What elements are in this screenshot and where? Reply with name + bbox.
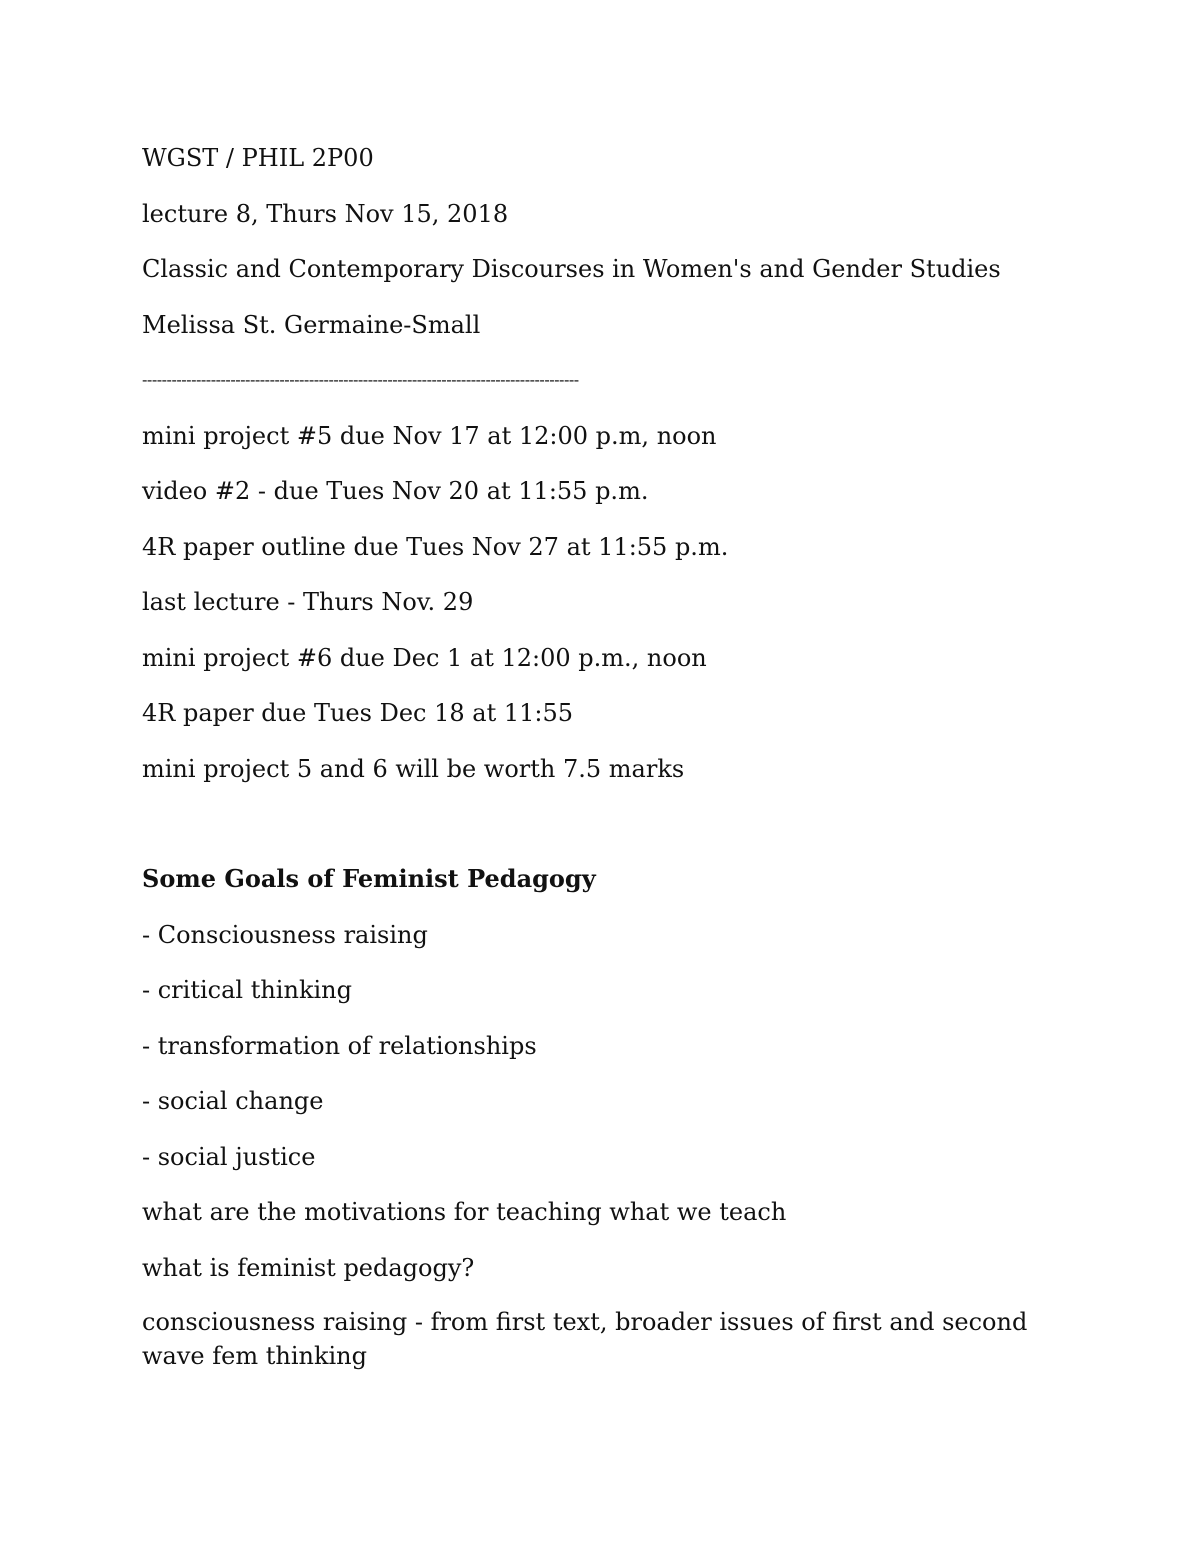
goal-item: - transformation of relationships bbox=[142, 1031, 537, 1060]
goal-item: - Consciousness raising bbox=[142, 920, 428, 949]
deadline-item: mini project #5 due Nov 17 at 12:00 p.m, noon bbox=[142, 421, 717, 450]
deadline-item: mini project 5 and 6 will be worth 7.5 marks bbox=[142, 754, 685, 783]
goal-item: - social change bbox=[142, 1087, 324, 1115]
dashed-divider: ----------------------------------------------------------------------------------------- bbox=[142, 370, 579, 389]
course-code: WGST / PHIL 2P00 bbox=[142, 144, 374, 172]
course-title: Classic and Contemporary Discourses in Women's and Gender Studies bbox=[142, 255, 1001, 283]
section-heading: Some Goals of Feminist Pedagogy bbox=[142, 864, 596, 893]
deadline-item: 4R paper outline due Tues Nov 27 at 11:55 p.m. bbox=[142, 532, 729, 561]
instructor-name: Melissa St. Germaine-Small bbox=[142, 310, 481, 339]
lecture-date: lecture 8, Thurs Nov 15, 2018 bbox=[142, 199, 509, 228]
document-body bbox=[142, 140, 1042, 1373]
note-line: what is feminist pedagogy? bbox=[142, 1253, 475, 1282]
deadline-item: video #2 - due Tues Nov 20 at 11:55 p.m. bbox=[142, 477, 649, 505]
note-line: what are the motivations for teaching what we teach bbox=[142, 1198, 787, 1226]
deadline-item: 4R paper due Tues Dec 18 at 11:55 bbox=[142, 699, 574, 727]
deadline-item: last lecture - Thurs Nov. 29 bbox=[142, 588, 474, 616]
section-spacer bbox=[142, 806, 1042, 861]
goal-item: - critical thinking bbox=[142, 976, 352, 1004]
note-line: consciousness raising - from first text, broader issues of first and second wave fem thinking bbox=[142, 1308, 1028, 1370]
deadline-item: mini project #6 due Dec 1 at 12:00 p.m., noon bbox=[142, 643, 707, 672]
goal-item: - social justice bbox=[142, 1142, 316, 1171]
